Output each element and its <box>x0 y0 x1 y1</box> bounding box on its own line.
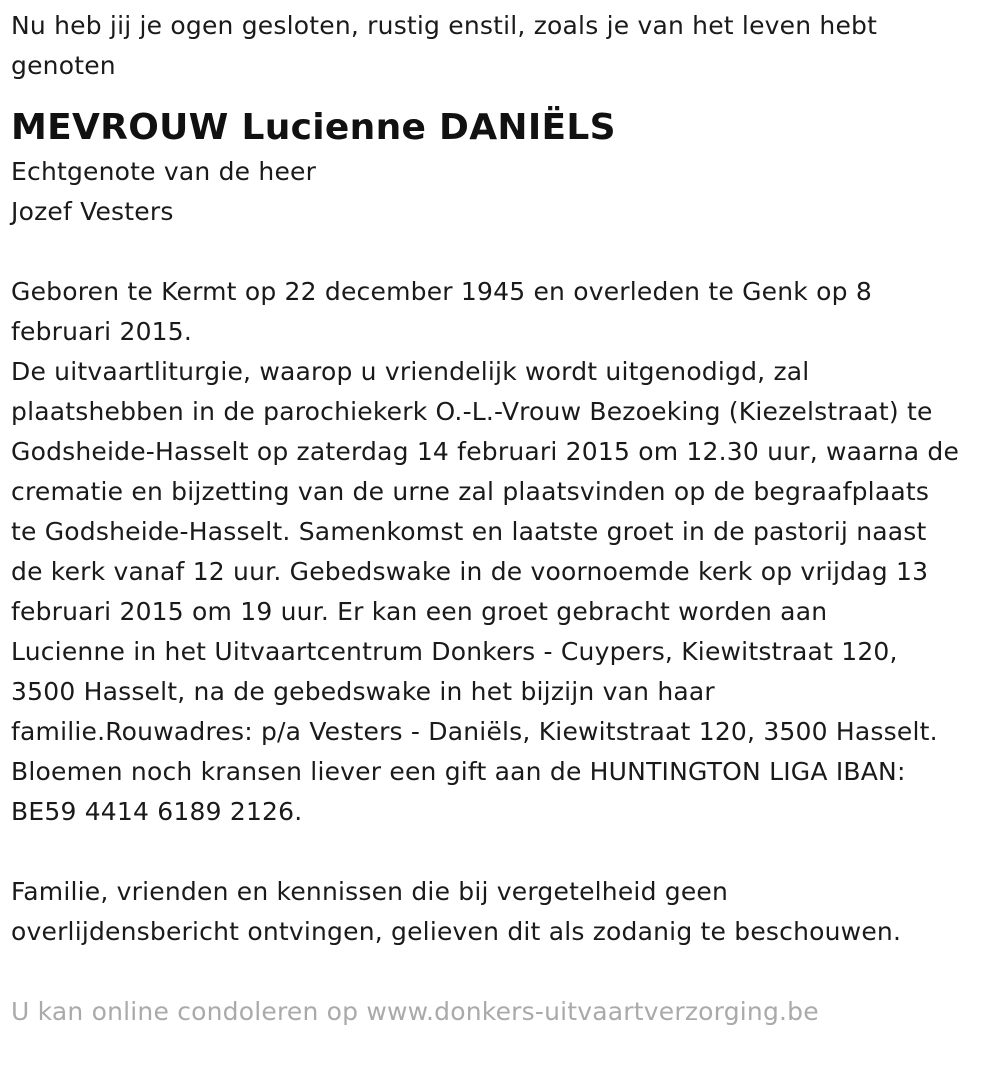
deceased-name: MEVROUW Lucienne DANIËLS <box>11 107 616 148</box>
body-line: crematie en bijzetting van de urne zal plaatsvinden op de begraafplaats <box>11 477 930 506</box>
motto-line: Nu heb jij je ogen gesloten, rustig enstil, zoals je van het leven hebt <box>11 11 878 40</box>
body-line: Bloemen noch kransen liever een gift aan de HUNTINGTON LIGA IBAN: <box>11 757 906 786</box>
body-line: februari 2015. <box>11 317 193 346</box>
spouse-name: Jozef Vesters <box>11 197 174 226</box>
motto-line: genoten <box>11 51 116 80</box>
body-line: De uitvaartliturgie, waarop u vriendelijk wordt uitgenodigd, zal <box>11 357 810 386</box>
body-line: BE59 4414 6189 2126. <box>11 797 303 826</box>
body-line: februari 2015 om 19 uur. Er kan een groet gebracht worden aan <box>11 597 828 626</box>
body-line: Geboren te Kermt op 22 december 1945 en overleden te Genk op 8 <box>11 277 872 306</box>
body-line: Godsheide-Hasselt op zaterdag 14 februari 2015 om 12.30 uur, waarna de <box>11 437 960 466</box>
body-line: Lucienne in het Uitvaartcentrum Donkers - Cuypers, Kiewitstraat 120, <box>11 637 898 666</box>
relation-line: Echtgenote van de heer <box>11 157 317 186</box>
obituary-body <box>11 272 988 832</box>
body-line: de kerk vanaf 12 uur. Gebedswake in de voornoemde kerk op vrijdag 13 <box>11 557 929 586</box>
relation <box>11 152 988 232</box>
body-line: te Godsheide-Hasselt. Samenkomst en laatste groet in de pastorij naast <box>11 517 927 546</box>
motto <box>11 6 988 86</box>
body-line: plaatshebben in de parochiekerk O.-L.-Vrouw Bezoeking (Kiezelstraat) te <box>11 397 933 426</box>
notice-line: overlijdensbericht ontvingen, gelieven dit als zodanig te beschouwen. <box>11 917 902 946</box>
notice-line: Familie, vrienden en kennissen die bij vergetelheid geen <box>11 877 729 906</box>
online-condolence-link[interactable]: U kan online condoleren op www.donkers-uitvaartverzorging.be <box>11 997 819 1026</box>
body-line: 3500 Hasselt, na de gebedswake in het bijzijn van haar <box>11 677 715 706</box>
body-line: familie.Rouwadres: p/a Vesters - Daniëls, Kiewitstraat 120, 3500 Hasselt. <box>11 717 938 746</box>
spacer <box>11 832 988 872</box>
spacer <box>11 232 988 272</box>
family-notice <box>11 872 988 952</box>
